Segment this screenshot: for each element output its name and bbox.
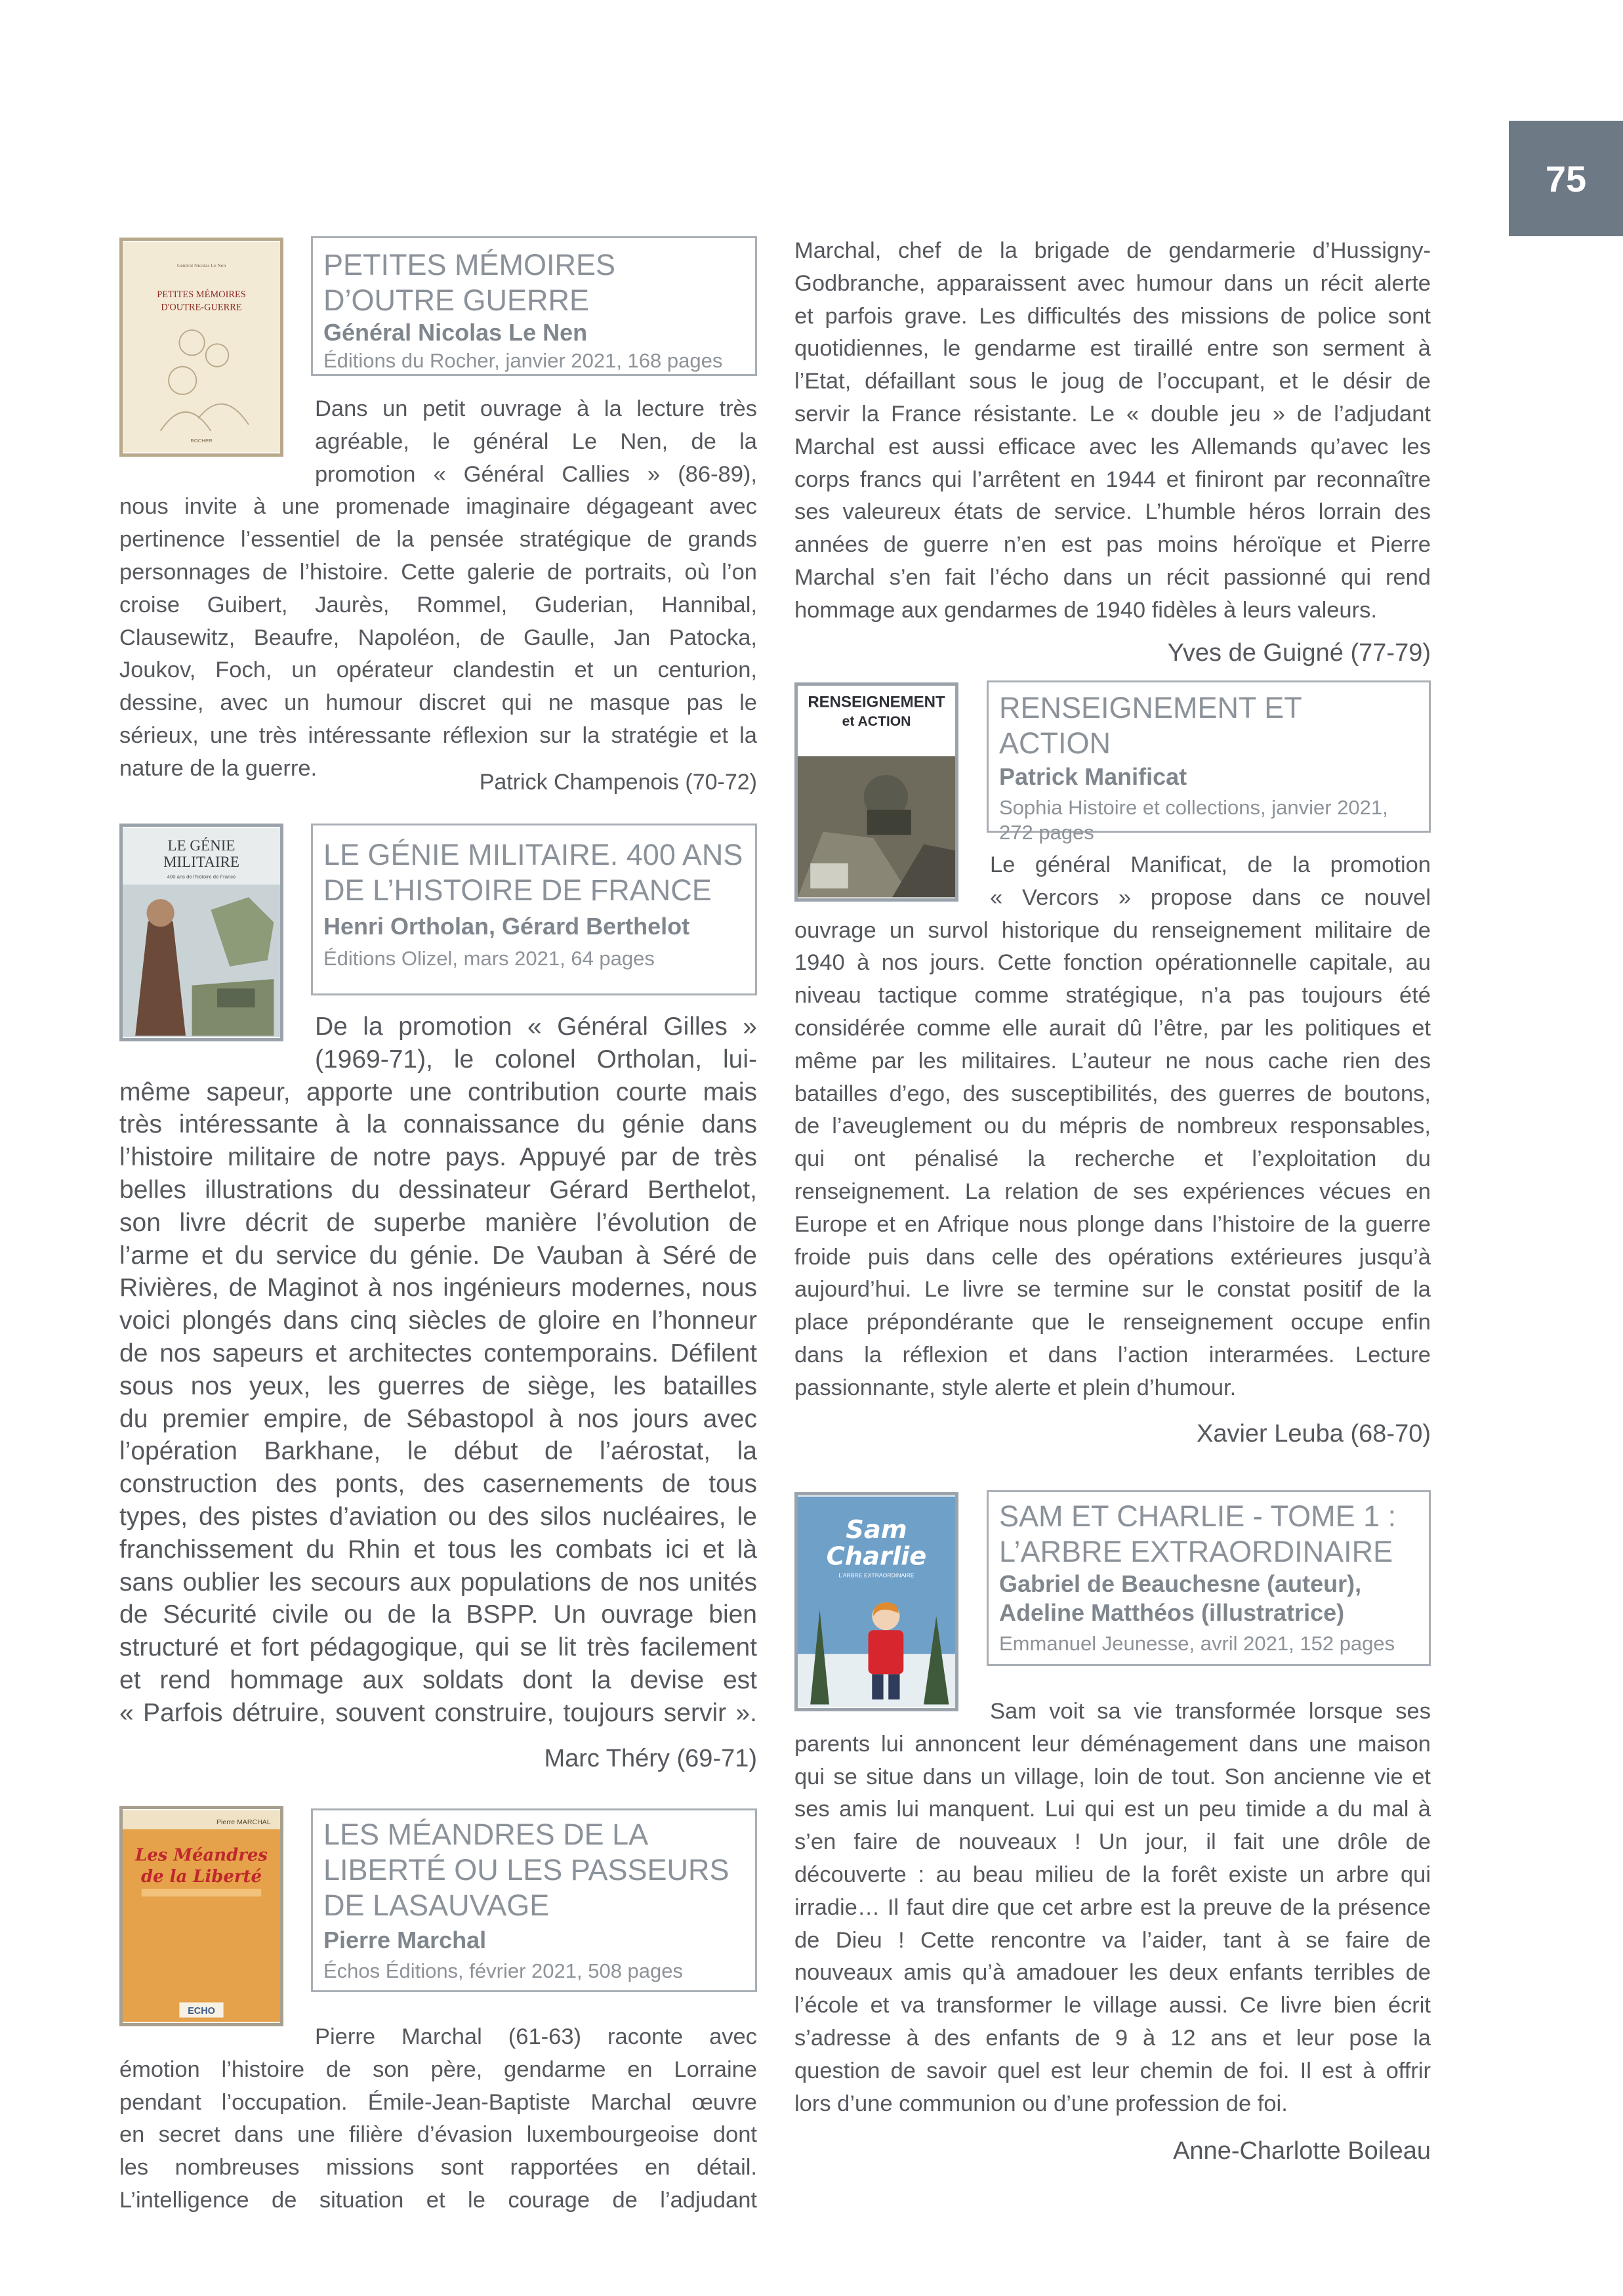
body-line: promotion « Général Callies » (86-89),	[315, 461, 757, 487]
body-line: structuré et fort pédagogique, qui se lit très facilement	[119, 1633, 757, 1662]
body-line: « Vercors » propose dans ce nouvel	[990, 885, 1431, 910]
body-line: sérieux, une très intéressante réflexion sur la stratégie et la	[119, 722, 757, 748]
body-line: du premier empire, de Sébastopol à nos jours avec	[119, 1404, 757, 1433]
cover-title-1: PETITES MÉMOIRES	[157, 289, 246, 301]
book-author-line: Gabriel de Beauchesne (auteur),	[999, 1570, 1362, 1597]
body-line: servir la France résistante. Le « double jeu » de l’adjudant	[794, 401, 1431, 427]
cover-art	[798, 1495, 955, 1708]
body-line: Dans un petit ouvrage à la lecture très	[315, 396, 757, 421]
body-line: s’en faire de nouveaux ! Un jour, il fait une drôle de	[794, 1829, 1431, 1855]
body-line: en secret dans une filière d’évasion luxembourgeoise dont	[119, 2122, 757, 2148]
body-line: dans la réflexion et dans l’action interarmées. Lecture	[794, 1342, 1431, 1367]
body-line: Marchal, chef de la brigade de gendarmerie d’Hussigny-	[794, 238, 1431, 263]
cover-art	[123, 1809, 280, 2023]
body-line: agréable, le général Le Nen, de la	[315, 428, 757, 454]
body-line: construction des ponts, des casernements de tous	[119, 1470, 757, 1499]
body-line: corps francs qui l’arrêtent en 1944 et finiront par reconnaître	[794, 467, 1431, 492]
body-line: et parfois grave. Les difficultés des missions de police sont	[794, 303, 1431, 329]
body-line: Sam voit sa vie transformée lorsque ses	[990, 1699, 1431, 1724]
book-title-line: LE GÉNIE MILITAIRE. 400 ANS	[323, 838, 743, 871]
body-line: froide puis dans celle des opérations extérieures jusqu’à	[794, 1244, 1431, 1270]
book-author-line: Adeline Matthéos (illustratrice)	[999, 1599, 1345, 1626]
body-line: pendant l’occupation. Émile-Jean-Baptiste Marchal œuvre	[119, 2089, 757, 2115]
cover-publisher: ROCHER	[190, 437, 213, 444]
review-signature-4: Xavier Leuba (68-70)	[1197, 1420, 1431, 1448]
body-line: de nos sapeurs et architectes contemporains. Défilent	[119, 1339, 757, 1367]
review-signature-3: Yves de Guigné (77-79)	[1167, 639, 1431, 667]
body-line: pertinence l’essentiel de la pensée stratégique de grands	[119, 527, 757, 553]
book-title-line: DE L’HISTOIRE DE FRANCE	[323, 873, 712, 907]
cover-title-2: et ACTION	[842, 714, 911, 730]
book-publication-line: 272 pages	[999, 821, 1094, 844]
body-line: ses valeureux états de service. L’humble héros lorrain des	[794, 499, 1431, 525]
body-line: même par les militaires. L’auteur ne nous cache rien des	[794, 1048, 1431, 1074]
review-signature-5: Anne-Charlotte Boileau	[1173, 2137, 1431, 2165]
body-line: place prépondérante que le renseignement occupe enfin	[794, 1310, 1431, 1335]
book-author: Henri Ortholan, Gérard Berthelot	[323, 913, 690, 940]
body-line: L’intelligence de situation et le courage de l’adjudant	[119, 2187, 757, 2213]
review-header-1	[311, 236, 757, 376]
cover-title-2: de la Liberté	[140, 1867, 262, 1887]
body-line: son livre décrit de superbe manière l’évolution de	[119, 1208, 757, 1237]
book-publication-line: Sophia Histoire et collections, janvier 2021,	[999, 796, 1388, 819]
body-line: passionnante, style alerte et plein d’humour.	[794, 1375, 1237, 1400]
review-body-2	[119, 1011, 757, 1730]
review-body-3-continued	[794, 235, 1431, 627]
body-line: voici plongés dans cinq siècles de gloire en l’honneur	[119, 1306, 757, 1335]
body-line: Pierre Marchal (61-63) raconte avec	[315, 2024, 757, 2049]
body-line: Godbranche, apparaissent avec humour dans un récit alerte	[794, 270, 1431, 296]
body-line: Marchal est aussi efficace avec les Allemands qu’avec les	[794, 434, 1431, 459]
body-line: l’arme et du service du génie. De Vauban à Séré de	[119, 1241, 757, 1270]
body-line: qui se situe dans un village, loin de tout. Son ancienne vie et	[794, 1764, 1431, 1789]
body-line: Le général Manificat, de la promotion	[990, 852, 1431, 877]
book-publication: Emmanuel Jeunesse, avril 2021, 152 pages	[999, 1632, 1395, 1655]
body-line: ouvrage un survol historique du renseignement militaire de	[794, 917, 1431, 943]
review-header-3	[311, 1808, 757, 1992]
book-title-line: SAM ET CHARLIE - TOME 1 :	[999, 1499, 1397, 1533]
body-line: même sapeur, apporte une contribution courte mais	[119, 1077, 757, 1106]
body-line: les nombreuses missions sont rapportées en détail.	[119, 2155, 757, 2181]
body-line: hommage aux gendarmes de 1940 fidèles à leurs valeurs.	[794, 597, 1377, 623]
body-line: ses amis lui manquent. Lui qui est un peu timide a du mal à	[794, 1797, 1431, 1822]
book-title-line: DE LASAUVAGE	[323, 1889, 550, 1922]
book-title-line: LIBERTÉ OU LES PASSEURS	[323, 1853, 729, 1887]
book-title-line: L’ARBRE EXTRAORDINAIRE	[999, 1535, 1393, 1568]
body-line: personnages de l’histoire. Cette galerie de portraits, où l’on	[119, 559, 757, 585]
book-title-line: D’OUTRE GUERRE	[323, 283, 590, 317]
review-header-5	[987, 1490, 1431, 1666]
book-author: Patrick Manificat	[999, 763, 1187, 790]
body-line: s’adresse à des enfants de 9 à 12 ans et leur pose la	[794, 2025, 1431, 2051]
body-line: nature de la guerre.	[119, 755, 318, 781]
body-line: Europe et en Afrique nous plonge dans l’histoire de la guerre	[794, 1211, 1431, 1237]
body-line: l’école et va transformer le village aussi. Ce livre bien écrit	[794, 1993, 1431, 2018]
body-line: irradie… Il faut dire que cet arbre est la preuve de la présence	[794, 1894, 1431, 1920]
page-number: 75	[1509, 121, 1623, 236]
book-cover-sam-et-charlie	[794, 1492, 958, 1711]
body-line: l’histoire militaire de notre pays. Appuyé par de très	[119, 1143, 757, 1172]
review-header-4	[987, 680, 1431, 844]
book-cover-meandres-liberte	[119, 1806, 283, 2026]
body-line: lors d’une communion ou d’une profession de foi.	[794, 2091, 1288, 2116]
review-body-1	[119, 393, 757, 785]
book-publication: Échos Éditions, février 2021, 508 pages	[323, 1959, 684, 1982]
body-line: 1940 à nos jours. Cette fonction opérationnelle capitale, au	[794, 950, 1431, 976]
cover-art	[123, 827, 280, 1038]
book-publication: Éditions du Rocher, janvier 2021, 168 pages	[323, 349, 723, 372]
body-line: (1969-71), le colonel Ortholan, lui-	[315, 1045, 757, 1074]
review-signature-1: Patrick Champenois (70-72)	[479, 770, 757, 795]
body-line: « Parfois détruire, souvent construire, toujours servir ».	[119, 1698, 757, 1727]
review-header-2	[311, 824, 757, 995]
review-body-3	[119, 2021, 757, 2217]
cover-publisher: ECHO	[188, 2005, 215, 2016]
body-line: niveau tactique comme stratégique, n’a pas toujours été	[794, 983, 1431, 1009]
book-title-line: LES MÉANDRES DE LA	[323, 1818, 649, 1851]
body-line: qui ont pénalisé la recherche et l’exploitation du	[794, 1146, 1431, 1172]
body-line: parents lui annoncent leur déménagement dans une maison	[794, 1731, 1431, 1757]
book-title-line: PETITES MÉMOIRES	[323, 248, 616, 282]
body-line: l’opération Barkhane, le début de l’aérostat, la	[119, 1437, 757, 1466]
body-line: découverte : au beau milieu de la forêt existe un arbre qui	[794, 1862, 1431, 1887]
review-signature-2: Marc Théry (69-71)	[544, 1745, 757, 1772]
body-line: sans oublier les secours aux populations de nos unités	[119, 1568, 757, 1597]
body-line: question de savoir quel est leur chemin de foi. Il est à offrir	[794, 2058, 1431, 2083]
body-line: quotidiennes, le gendarme est tiraillé entre son serment à	[794, 336, 1431, 362]
body-line: de l’aveuglement ou du mépris de nombreux responsables,	[794, 1114, 1431, 1139]
book-author: Pierre Marchal	[323, 1927, 487, 1953]
cover-title-2: Charlie	[826, 1541, 927, 1572]
book-title-line: RENSEIGNEMENT ET ACTION	[999, 691, 1302, 760]
body-line: aujourd’hui. Le livre se termine sur le constat positif de la	[794, 1277, 1431, 1303]
body-line: et rend hommage aux soldats dont la devise est	[119, 1665, 757, 1694]
cover-top-line: Général Nicolas Le Nen	[176, 262, 226, 269]
body-line: Rivières, de Maginot à nos ingénieurs modernes, nous	[119, 1274, 757, 1303]
cover-top-line: Pierre MARCHAL	[216, 1818, 271, 1826]
cover-title-1: Les Méandres	[135, 1845, 268, 1866]
body-line: Clausewitz, Beaufre, Napoléon, de Gaulle, Jan Patocka,	[119, 625, 757, 650]
body-line: considérée comme elle aurait dû l’être, par les politiques et	[794, 1015, 1431, 1041]
body-line: renseignement. La relation de ses expériences vécues en	[794, 1179, 1431, 1204]
body-line: très intéressante à la connaissance du génie dans	[119, 1110, 757, 1139]
book-author: Général Nicolas Le Nen	[323, 319, 588, 346]
cover-title-1: Sam	[846, 1515, 907, 1545]
body-line: Marchal s’en fait l’écho dans un récit passionné qui rend	[794, 564, 1431, 590]
body-line: nouveaux amis qu’à amadouer les deux enfants terribles de	[794, 1960, 1431, 1986]
body-line: émotion l’histoire de son père, gendarme en Lorraine	[119, 2056, 757, 2082]
body-line: Joukov, Foch, un opérateur clandestin et un centurion,	[119, 657, 757, 683]
cover-title-1: LE GÉNIE	[167, 837, 236, 854]
body-line: franchissement du Rhin et tous les combats ici et là	[119, 1535, 757, 1564]
cover-subtitle: 400 ans de l'histoire de France	[167, 873, 236, 880]
body-line: dessine, avec un humour discret qui ne masque pas le	[119, 690, 757, 716]
cover-title-2: MILITAIRE	[163, 853, 239, 871]
body-line: belles illustrations du dessinateur Gérard Berthelot,	[119, 1175, 757, 1204]
body-line: l’Etat, défaillant sous le joug de l’occupant, et le désir de	[794, 369, 1431, 394]
cover-title-1: RENSEIGNEMENT	[808, 693, 945, 711]
body-line: de Sécurité civile ou de la BSPP. Un ouvrage bien	[119, 1600, 757, 1629]
body-line: de Dieu ! Cette rencontre va l’aider, tant à se faire de	[794, 1927, 1431, 1953]
body-line: De la promotion « Général Gilles »	[315, 1012, 757, 1041]
body-line: nous invite à une promenade imaginaire dégageant avec	[119, 494, 757, 520]
review-body-5	[794, 1696, 1431, 2120]
body-line: croise Guibert, Jaurès, Rommel, Guderian, Hannibal,	[119, 592, 757, 617]
book-publication: Éditions Olizel, mars 2021, 64 pages	[323, 947, 655, 970]
cover-subtitle: L'ARBRE EXTRAORDINAIRE	[838, 1572, 914, 1579]
body-line: années de guerre n’en est pas moins héroïque et Pierre	[794, 532, 1431, 558]
body-line: batailles d’ego, des susceptibilités, des guerres de boutons,	[794, 1081, 1431, 1106]
body-line: types, des pistes d’aviation ou des silos nucléaires, le	[119, 1502, 757, 1531]
body-line: sous nos yeux, les guerres de siège, les batailles	[119, 1371, 757, 1400]
cover-title-2: D'OUTRE-GUERRE	[161, 302, 242, 313]
book-cover-genie-militaire	[119, 824, 283, 1041]
review-body-4	[794, 849, 1431, 1405]
